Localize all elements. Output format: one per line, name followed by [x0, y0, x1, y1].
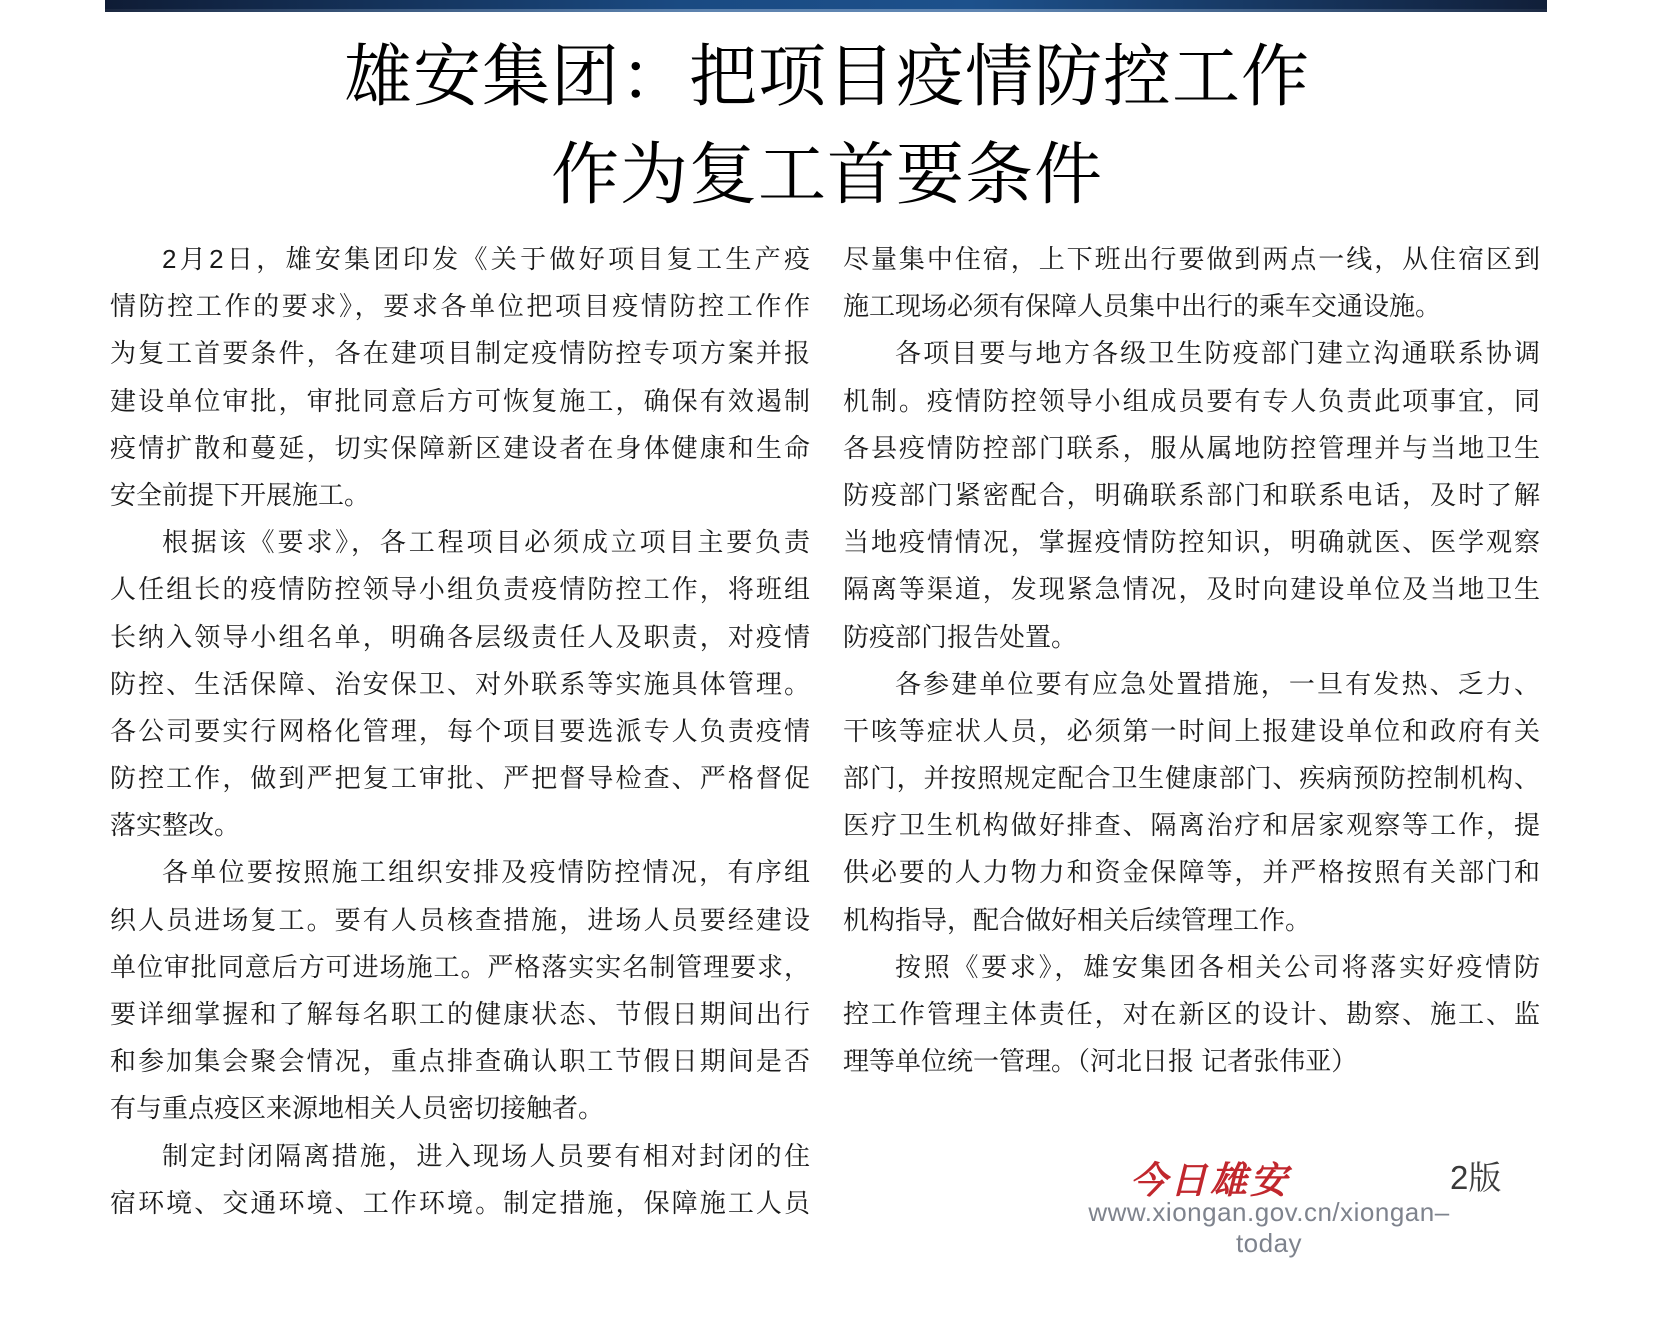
body-text-line: 机构指导，配合做好相关后续管理工作。	[843, 904, 1312, 935]
body-text-line: 各县疫情防控部门联系，服从属地防控管理并与当地卫生	[843, 432, 1540, 463]
body-text-line: 防控工作，做到严把复工审批、严把督导检查、严格督促	[110, 763, 810, 794]
body-text-line: 单位审批同意后方可进场施工。严格落实实名制管理要求，	[110, 951, 810, 982]
body-text-line: 尽量集中住宿，上下班出行要做到两点一线，从住宿区到	[843, 244, 1540, 274]
body-text-line: 2月2日，雄安集团印发《关于做好项目复工生产疫	[162, 244, 810, 274]
page-number: 2版	[1450, 1159, 1502, 1196]
footer-url: www.xiongan.gov.cn/xiongan–today	[1088, 1197, 1450, 1258]
body-text-line: 隔离等渠道，发现紧急情况，及时向建设单位及当地卫生	[843, 574, 1540, 605]
body-text-line: 要详细掌握和了解每名职工的健康状态、节假日期间出行	[110, 999, 810, 1029]
body-text-line: 建设单位审批，审批同意后方可恢复施工，确保有效遏制	[110, 385, 810, 416]
body-text-line: 落实整改。	[110, 810, 241, 841]
body-text-line: 各项目要与地方各级卫生防疫部门建立沟通联系协调	[895, 338, 1540, 369]
body-text-line: 织人员进场复工。要有人员核查措施，进场人员要经建设	[110, 904, 810, 935]
body-text-line: 为复工首要条件，各在建项目制定疫情防控专项方案并报	[110, 338, 810, 369]
body-text-line: 安全前提下开展施工。	[110, 479, 371, 510]
body-text-line: 防控、生活保障、治安保卫、对外联系等实施具体管理。	[110, 668, 810, 699]
body-text-line: 机制。疫情防控领导小组成员要有专人负责此项事宜，同	[843, 385, 1540, 416]
body-text-line: 各参建单位要有应急处置措施，一旦有发热、乏力、	[895, 668, 1540, 699]
body-text-line: 部门，并按照规定配合卫生健康部门、疾病预防控制机构、	[843, 763, 1540, 794]
body-text-line: 控工作管理主体责任，对在新区的设计、勘察、施工、监	[843, 999, 1540, 1029]
body-text-line: 防疫部门报告处置。	[843, 621, 1078, 652]
body-text-line: 当地疫情情况，掌握疫情防控知识，明确就医、医学观察	[843, 527, 1540, 558]
body-text-line: 施工现场必须有保障人员集中出行的乘车交通设施。	[843, 291, 1442, 322]
body-text-line: 宿环境、交通环境、工作环境。制定措施，保障施工人员	[110, 1187, 810, 1218]
article-title-line-1: 雄安集团：把项目疫情防控工作	[343, 39, 1310, 115]
body-text-line: 理等单位统一管理。（河北日报 记者张伟亚）	[843, 1046, 1358, 1077]
body-text-line: 疫情扩散和蔓延，切实保障新区建设者在身体健康和生命	[110, 432, 810, 463]
body-text-line: 制定封闭隔离措施，进入现场人员要有相对封闭的住	[162, 1140, 810, 1171]
body-text-line: 按照《要求》，雄安集团各相关公司将落实好疫情防	[895, 951, 1540, 982]
body-text-line: 各公司要实行网格化管理，每个项目要选派专人负责疫情	[110, 715, 810, 746]
article-column-left	[110, 236, 810, 1227]
article-title-line-2: 作为复工首要条件	[550, 137, 1103, 213]
body-text-line: 人任组长的疫情防控领导小组负责疫情防控工作，将班组	[110, 574, 810, 605]
article-column-right	[843, 236, 1540, 1085]
body-text-line: 情防控工作的要求》，要求各单位把项目疫情防控工作作	[110, 291, 810, 322]
body-text-line: 干咳等症状人员，必须第一时间上报建设单位和政府有关	[843, 715, 1540, 746]
body-text-line: 和参加集会聚会情况，重点排查确认职工节假日期间是否	[110, 1046, 810, 1077]
body-text-line: 供必要的人力物力和资金保障等，并严格按照有关部门和	[843, 857, 1540, 888]
jinri-xiongan-logo: 今日雄安	[1130, 1158, 1290, 1202]
body-text-line: 各单位要按照施工组织安排及疫情防控情况，有序组	[162, 857, 810, 888]
body-text-line: 根据该《要求》，各工程项目必须成立项目主要负责	[162, 527, 810, 558]
body-text-line: 长纳入领导小组名单，明确各层级责任人及职责，对疫情	[110, 621, 810, 652]
body-text-line: 有与重点疫区来源地相关人员密切接触者。	[110, 1093, 605, 1124]
article-title	[0, 28, 1654, 224]
body-text-line: 医疗卫生机构做好排查、隔离治疗和居家观察等工作，提	[843, 810, 1540, 841]
body-text-line: 防疫部门紧密配合，明确联系部门和联系电话，及时了解	[843, 479, 1540, 510]
top-divider-bar	[105, 0, 1547, 12]
